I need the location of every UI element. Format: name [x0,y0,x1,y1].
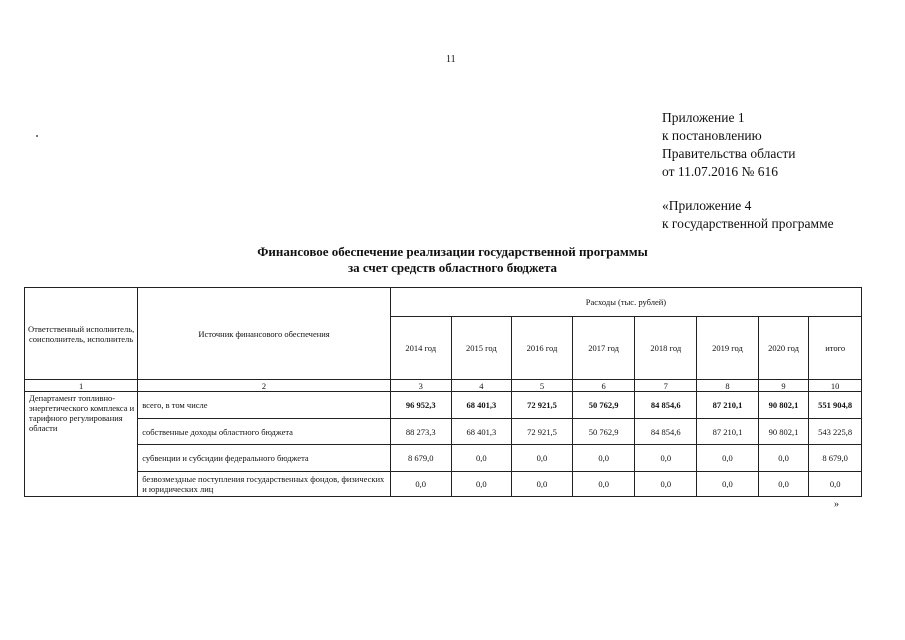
value-cell: 84 854,6 [635,392,697,419]
document-title [0,244,905,276]
value-cell: 68 401,3 [451,392,512,419]
appendix-line: к постановлению [662,128,762,143]
header-total: итого [809,317,862,380]
value-cell: 84 854,6 [635,419,697,445]
header-source: Источник финансового обеспечения [138,288,391,380]
column-number: 9 [758,380,809,392]
value-cell: 8 679,0 [809,445,862,472]
appendix-block [662,109,834,233]
header-year: 2020 год [758,317,809,380]
table-row [25,419,862,445]
value-cell: 0,0 [512,472,573,497]
value-cell: 0,0 [809,472,862,497]
column-number: 4 [451,380,512,392]
value-cell: 543 225,8 [809,419,862,445]
header-executor: Ответственный исполнитель, соисполнитель, исполнитель [25,288,138,380]
value-cell: 90 802,1 [758,419,809,445]
value-cell: 0,0 [697,472,759,497]
value-cell: 0,0 [572,445,635,472]
header-year: 2016 год [512,317,573,380]
appendix-gap [662,181,834,197]
value-cell: 0,0 [512,445,573,472]
value-cell: 0,0 [451,472,512,497]
budget-table [24,287,862,497]
column-number: 6 [572,380,635,392]
title-line-2: за счет средств областного бюджета [347,260,558,275]
header-expenses: Расходы (тыс. рублей) [390,288,861,317]
column-number: 2 [138,380,391,392]
value-cell: 8 679,0 [390,445,451,472]
header-year: 2019 год [697,317,759,380]
value-cell: 0,0 [451,445,512,472]
source-label: собственные доходы областного бюджета [138,419,391,445]
column-number: 5 [512,380,573,392]
table-row [25,445,862,472]
appendix-line: от 11.07.2016 № 616 [662,164,778,179]
executor-name: Департамент топливно-энергетического комплекса и тарифного регулирования области [25,392,138,497]
value-cell: 50 762,9 [572,419,635,445]
value-cell: 0,0 [390,472,451,497]
source-label: субвенции и субсидии федерального бюджета [138,445,391,472]
value-cell: 88 273,3 [390,419,451,445]
value-cell: 96 952,3 [390,392,451,419]
column-number: 3 [390,380,451,392]
value-cell: 0,0 [697,445,759,472]
source-label: всего, в том числе [138,392,391,419]
value-cell: 0,0 [572,472,635,497]
value-cell: 90 802,1 [758,392,809,419]
table-row [25,392,862,419]
value-cell: 0,0 [758,445,809,472]
appendix-line: Приложение 1 [662,110,745,125]
column-number: 10 [809,380,862,392]
value-cell: 50 762,9 [572,392,635,419]
value-cell: 0,0 [635,445,697,472]
page-number: 11 [446,54,456,65]
table-row [25,472,862,497]
value-cell: 72 921,5 [512,419,573,445]
column-number: 7 [635,380,697,392]
value-cell: 72 921,5 [512,392,573,419]
title-line-1: Финансовое обеспечение реализации государственной программы [257,244,648,259]
value-cell: 68 401,3 [451,419,512,445]
value-cell: 551 904,8 [809,392,862,419]
column-number: 1 [25,380,138,392]
header-year: 2015 год [451,317,512,380]
column-number: 8 [697,380,759,392]
appendix-sub-line: «Приложение 4 [662,198,752,213]
appendix-sub-line: к государственной программе [662,216,834,231]
header-year: 2018 год [635,317,697,380]
header-year: 2017 год [572,317,635,380]
scan-dot [36,135,38,137]
appendix-line: Правительства области [662,146,796,161]
value-cell: 0,0 [758,472,809,497]
header-year: 2014 год [390,317,451,380]
value-cell: 87 210,1 [697,419,759,445]
value-cell: 87 210,1 [697,392,759,419]
source-label: безвозмездные поступления государственных фондов, физических и юридических лиц [138,472,391,497]
closing-quote: » [834,499,839,510]
value-cell: 0,0 [635,472,697,497]
